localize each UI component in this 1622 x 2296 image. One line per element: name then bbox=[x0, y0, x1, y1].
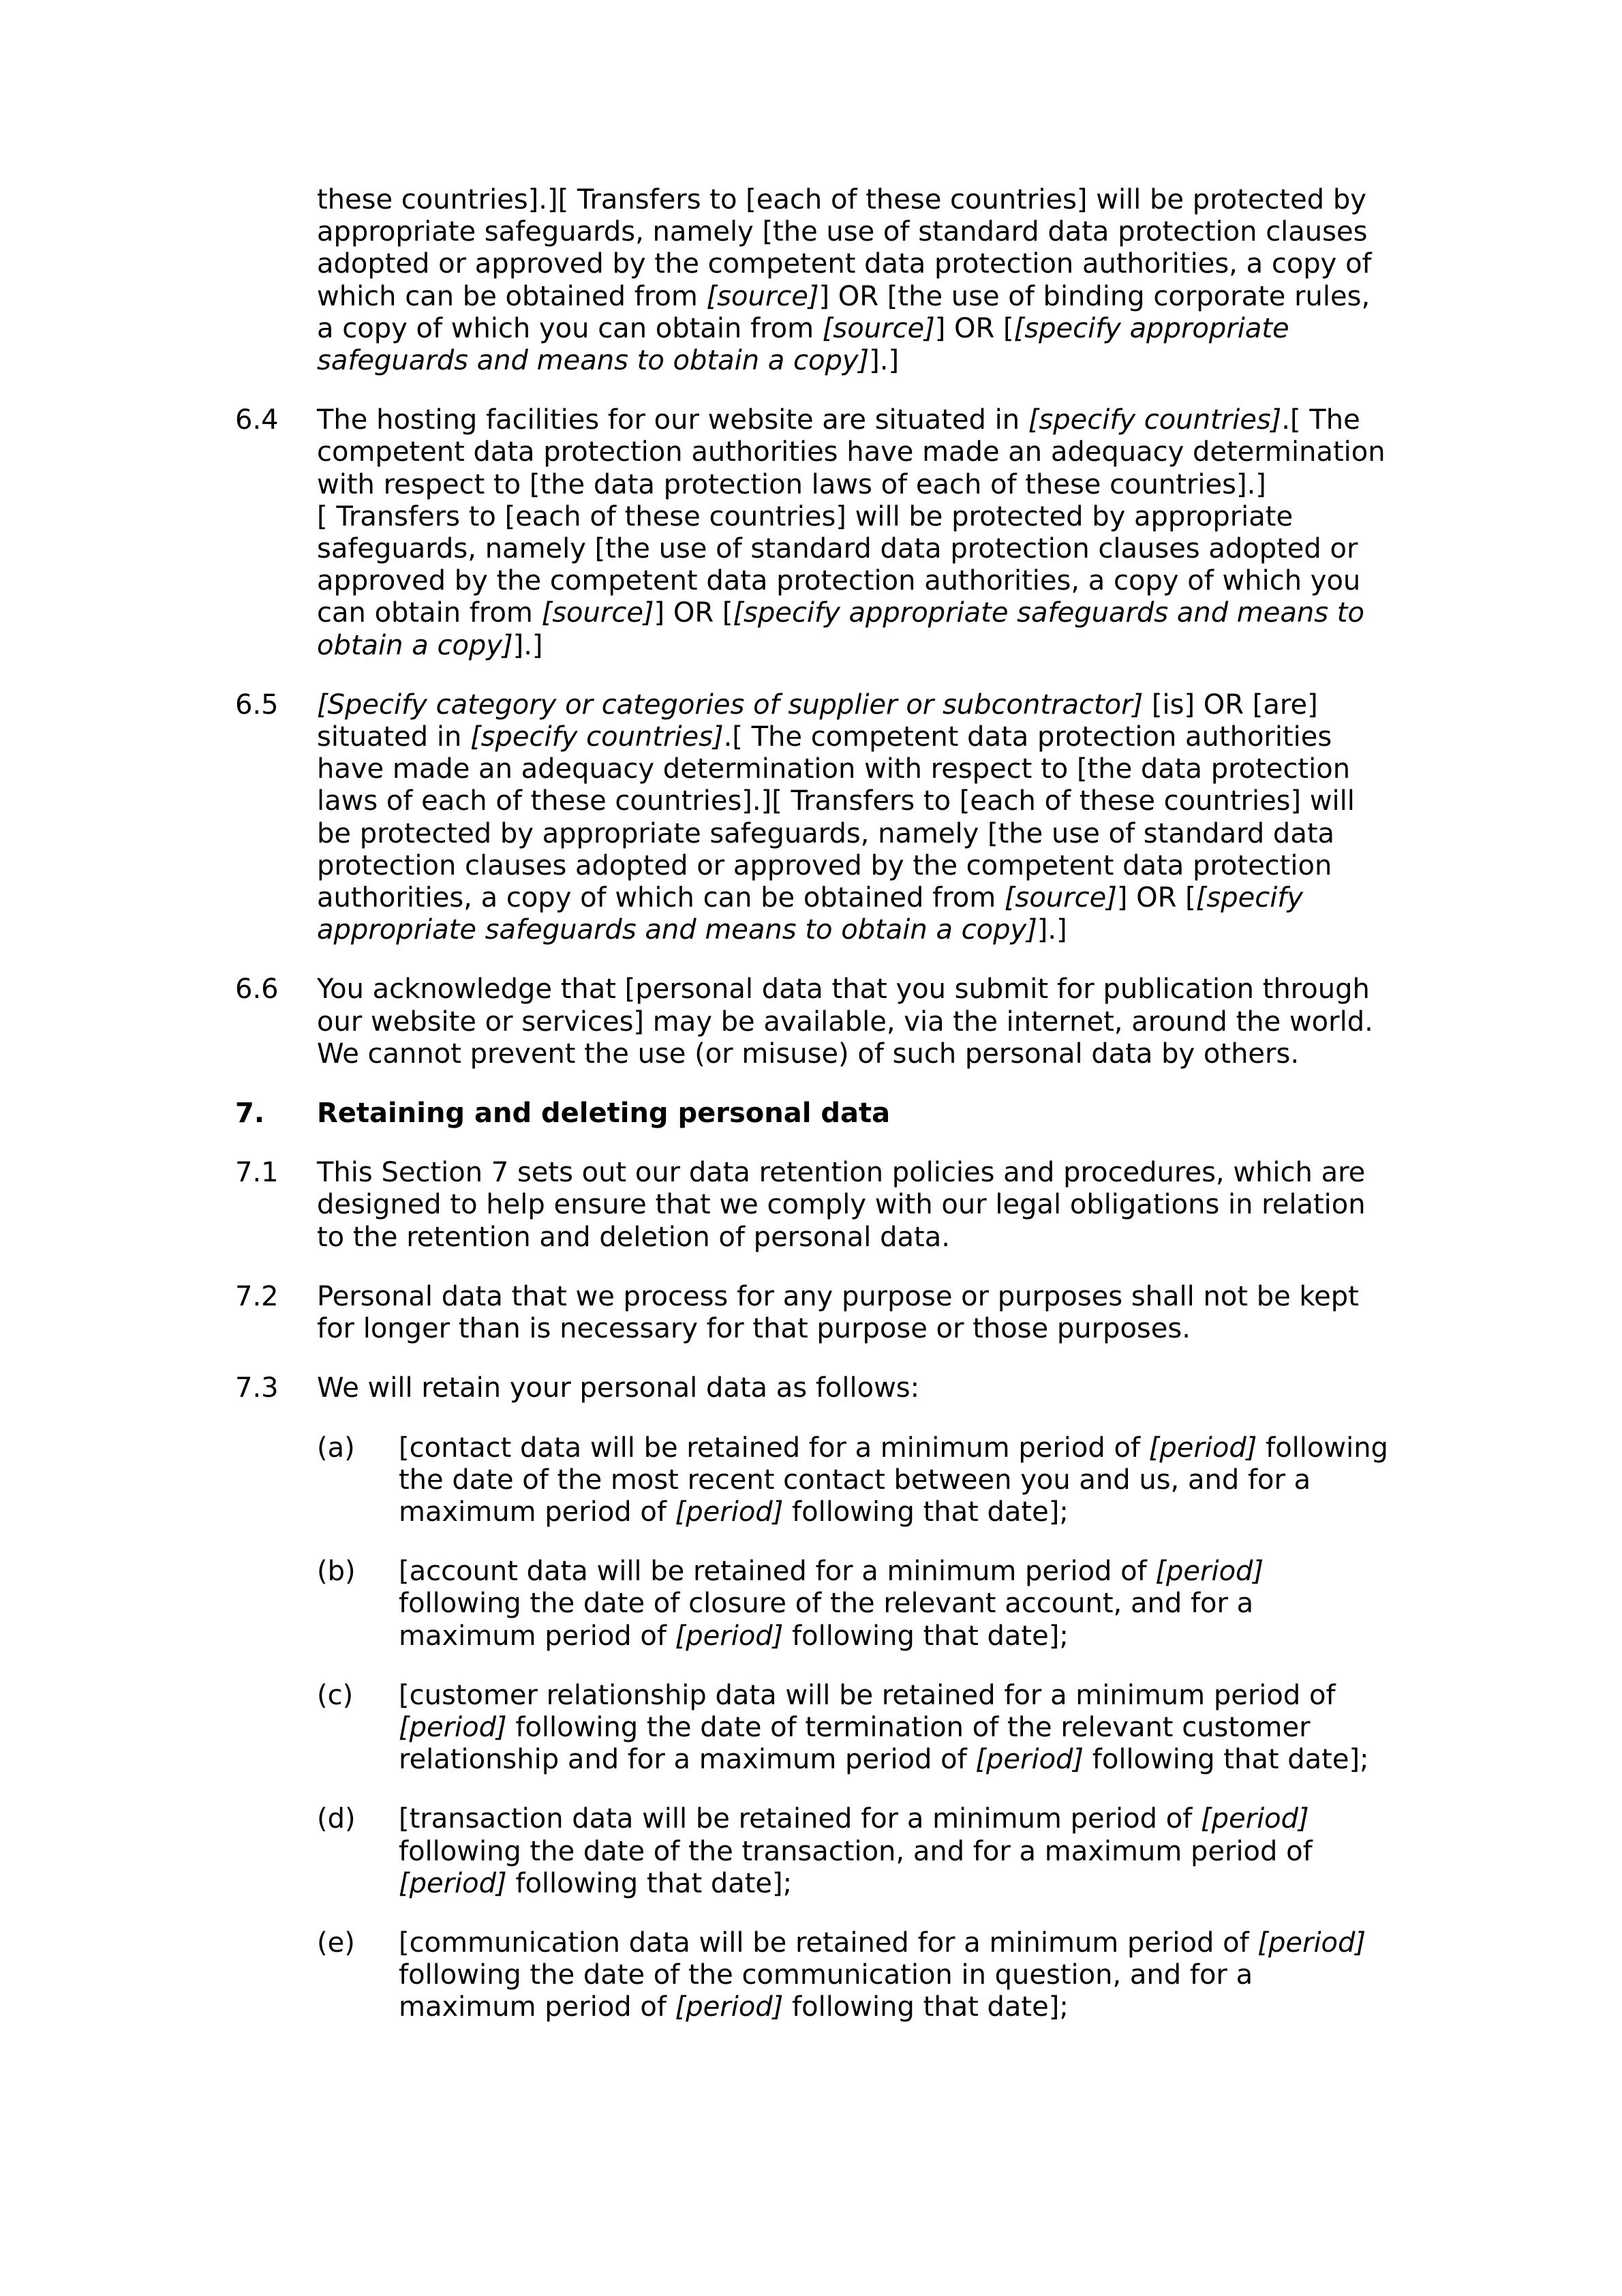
text-line: following the date of the communication in question, and for a bbox=[399, 1959, 1253, 1991]
text-line: adopted or approved by the competent data protection authorities, a copy of bbox=[317, 248, 1372, 280]
text-line: following the date of closure of the relevant account, and for a bbox=[399, 1588, 1254, 1620]
subclause-a bbox=[235, 1432, 1407, 1529]
text-line: appropriate safeguards, namely [the use of standard data protection clauses bbox=[317, 216, 1368, 248]
clause-number: 6.4 bbox=[235, 404, 279, 436]
subclause-text bbox=[399, 1803, 1380, 1900]
text-line: You acknowledge that [personal data that you submit for publication through bbox=[317, 973, 1370, 1006]
clause-text bbox=[317, 1281, 1380, 1345]
subclause-text bbox=[399, 1680, 1380, 1777]
subclause-d bbox=[235, 1803, 1407, 1900]
text-line: following the date of the transaction, and for a maximum period of bbox=[399, 1835, 1313, 1867]
clause-6-5 bbox=[235, 689, 1407, 947]
clause-7-3 bbox=[235, 1372, 1407, 1404]
subclause-letter: (b) bbox=[317, 1556, 356, 1588]
clause-number: 7.1 bbox=[235, 1157, 279, 1189]
text-line: [contact data will be retained for a minimum period of [period] following bbox=[399, 1432, 1388, 1464]
text-line: This Section 7 sets out our data retention policies and procedures, which are bbox=[317, 1157, 1366, 1189]
text-line: maximum period of [period] following that date]; bbox=[399, 1496, 1069, 1528]
text-line: can obtain from [source]] OR [[specify appropriate safeguards and means to bbox=[317, 597, 1364, 629]
text-line: [account data will be retained for a minimum period of [period] bbox=[399, 1556, 1264, 1588]
text-line: safeguards, namely [the use of standard data protection clauses adopted or bbox=[317, 533, 1358, 565]
text-line: [communication data will be retained for a minimum period of [period] bbox=[399, 1927, 1366, 1959]
text-line: appropriate safeguards and means to obtain a copy]].] bbox=[317, 914, 1067, 946]
text-line: [Specify category or categories of supplier or subcontractor] [is] OR [are] bbox=[317, 689, 1318, 721]
text-line: We cannot prevent the use (or misuse) of such personal data by others. bbox=[317, 1038, 1300, 1070]
subclause-text bbox=[399, 1556, 1380, 1652]
text-line: have made an adequacy determination with respect to [the data protection bbox=[317, 753, 1351, 785]
subclause-letter: (e) bbox=[317, 1927, 355, 1959]
clause-6-3-continuation bbox=[235, 184, 1407, 377]
text-line: these countries].][ Transfers to [each of these countries] will be protected by bbox=[317, 184, 1366, 215]
text-line: protection clauses adopted or approved by the competent data protection bbox=[317, 849, 1332, 881]
text-line: authorities, a copy of which can be obtained from [source]] OR [[specify bbox=[317, 882, 1304, 914]
text-line: maximum period of [period] following that date]; bbox=[399, 1991, 1069, 2023]
subclause-b bbox=[235, 1556, 1407, 1652]
section-title: Retaining and deleting personal data bbox=[317, 1098, 891, 1130]
clause-7-1 bbox=[235, 1157, 1407, 1254]
text-line: our website or services] may be available, via the internet, around the world. bbox=[317, 1006, 1373, 1038]
clause-7-2 bbox=[235, 1281, 1407, 1345]
clause-number: 6.5 bbox=[235, 689, 279, 721]
clause-number: 6.6 bbox=[235, 973, 279, 1006]
text-line: [period] following the date of termination of the relevant customer bbox=[399, 1711, 1311, 1743]
section-number: 7. bbox=[235, 1098, 265, 1130]
text-line: designed to help ensure that we comply with our legal obligations in relation bbox=[317, 1189, 1366, 1221]
document-body bbox=[235, 184, 1407, 2051]
text-line: which can be obtained from [source]] OR [the use of binding corporate rules, bbox=[317, 280, 1371, 312]
subclause-e bbox=[235, 1927, 1407, 2024]
text-line: [transaction data will be retained for a minimum period of [period] bbox=[399, 1803, 1309, 1835]
clause-text bbox=[317, 973, 1380, 1070]
text-line: competent data protection authorities have made an adequacy determination bbox=[317, 436, 1386, 468]
text-line: relationship and for a maximum period of [period] following that date]; bbox=[399, 1744, 1369, 1776]
subclause-text bbox=[399, 1432, 1388, 1529]
text-line: the date of the most recent contact between you and us, and for a bbox=[399, 1464, 1311, 1496]
text-line: situated in [specify countries].[ The competent data protection authorities bbox=[317, 721, 1332, 753]
text-line: We will retain your personal data as follows: bbox=[317, 1372, 920, 1404]
clause-text bbox=[317, 184, 1380, 377]
text-line: maximum period of [period] following that date]; bbox=[399, 1620, 1069, 1652]
text-line: safeguards and means to obtain a copy]].] bbox=[317, 345, 900, 377]
text-line: with respect to [the data protection laws of each of these countries].] bbox=[317, 468, 1266, 500]
text-line: [ Transfers to [each of these countries] will be protected by appropriate bbox=[317, 500, 1294, 532]
section-7-heading bbox=[235, 1098, 1407, 1130]
clause-text bbox=[317, 1372, 1380, 1404]
clause-6-4 bbox=[235, 404, 1407, 662]
clause-number: 7.2 bbox=[235, 1280, 279, 1312]
text-line: approved by the competent data protection authorities, a copy of which you bbox=[317, 565, 1361, 597]
clause-text bbox=[317, 1157, 1380, 1254]
text-line: be protected by appropriate safeguards, namely [the use of standard data bbox=[317, 817, 1335, 849]
clause-6-6 bbox=[235, 973, 1407, 1070]
subclause-letter: (d) bbox=[317, 1803, 356, 1835]
subclause-text bbox=[399, 1927, 1380, 2024]
text-line: obtain a copy]].] bbox=[317, 629, 543, 661]
text-line: [customer relationship data will be retained for a minimum period of bbox=[399, 1679, 1336, 1711]
clause-text bbox=[317, 404, 1386, 662]
subclause-c bbox=[235, 1680, 1407, 1777]
text-line: The hosting facilities for our website are situated in [specify countries].[ The bbox=[317, 404, 1360, 436]
subclause-letter: (c) bbox=[317, 1679, 354, 1711]
text-line: a copy of which you can obtain from [source]] OR [[specify appropriate bbox=[317, 312, 1289, 344]
clause-number: 7.3 bbox=[235, 1372, 279, 1404]
text-line: for longer than is necessary for that purpose or those purposes. bbox=[317, 1313, 1191, 1345]
text-line: laws of each of these countries].][ Transfers to [each of these countries] will bbox=[317, 785, 1355, 817]
text-line: Personal data that we process for any purpose or purposes shall not be kept bbox=[317, 1280, 1359, 1312]
subclause-letter: (a) bbox=[317, 1432, 355, 1464]
text-line: to the retention and deletion of personal data. bbox=[317, 1221, 950, 1253]
text-line: [period] following that date]; bbox=[399, 1867, 793, 1899]
clause-text bbox=[317, 689, 1380, 947]
